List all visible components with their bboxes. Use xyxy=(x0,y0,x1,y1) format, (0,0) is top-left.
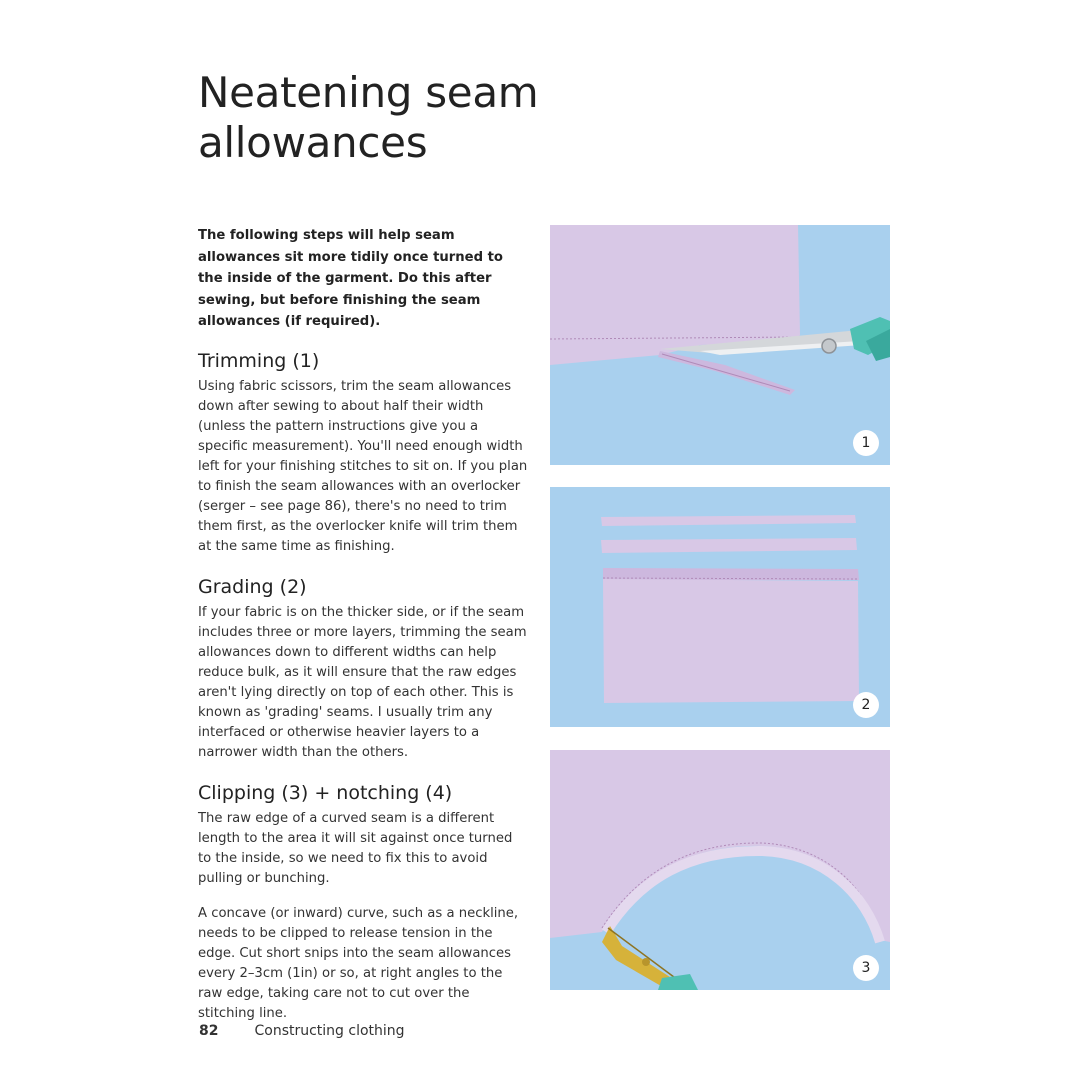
photo-trimming xyxy=(550,225,890,465)
photo-number-badge: 1 xyxy=(853,430,879,456)
section-paragraph: A concave (or inward) curve, such as a neckline, needs to be clipped to release tension in the edge. Cut short snips into the seam allowances every 2–3cm (1in) or so, at right angles to the raw edge, taking care not to cut over the stitching line. xyxy=(198,905,519,1021)
intro-paragraph: The following steps will help seam allowances sit more tidily once turned to the inside of the garment. Do this after sewing, but before finishing the seam allowances (if required). xyxy=(198,228,503,330)
page-number: 82 xyxy=(199,1023,219,1039)
photo-clipping xyxy=(550,750,890,990)
section-paragraph: If your fabric is on the thicker side, or if the seam includes three or more layers, trimming the seam allowances down to different widths can help reduce bulk, as it will ensure that the raw edges aren't lying directly on top of each other. This is known as 'grading' seams. I usually trim any interfaced or otherwise heavier layers to a narrower width than the others. xyxy=(198,604,527,760)
section-name: Constructing clothing xyxy=(254,1023,405,1039)
section-heading: Trimming (1) xyxy=(198,349,320,372)
photo-number-badge: 3 xyxy=(853,955,879,981)
page-title: Neatening seam allowances xyxy=(198,68,539,167)
trimming-illustration xyxy=(550,225,890,465)
text-column xyxy=(198,225,528,1042)
grading-illustration xyxy=(550,487,890,727)
section-heading: Clipping (3) + notching (4) xyxy=(198,781,453,804)
photo-number-badge: 2 xyxy=(853,692,879,718)
section-paragraph: Using fabric scissors, trim the seam allowances down after sewing to about half their width (unless the pattern instructions give you a specific measurement). You'll need enough width left for your finishing stitches to sit on. If you plan to finish the seam allowances with an overlocker (serger – see page 86), there's no need to trim them first, as the overlocker knife will trim them at the same time as finishing. xyxy=(198,378,528,554)
section-grading xyxy=(198,575,528,763)
section-trimming xyxy=(198,349,528,557)
section-clipping xyxy=(198,781,528,1024)
photo-grading xyxy=(550,487,890,727)
page-footer xyxy=(199,1023,405,1039)
section-paragraph: The raw edge of a curved seam is a different length to the area it will sit against once turned to the inside, so we need to fix this to avoid pulling or bunching. xyxy=(198,810,513,886)
clipping-illustration xyxy=(550,750,890,990)
section-heading: Grading (2) xyxy=(198,575,307,598)
